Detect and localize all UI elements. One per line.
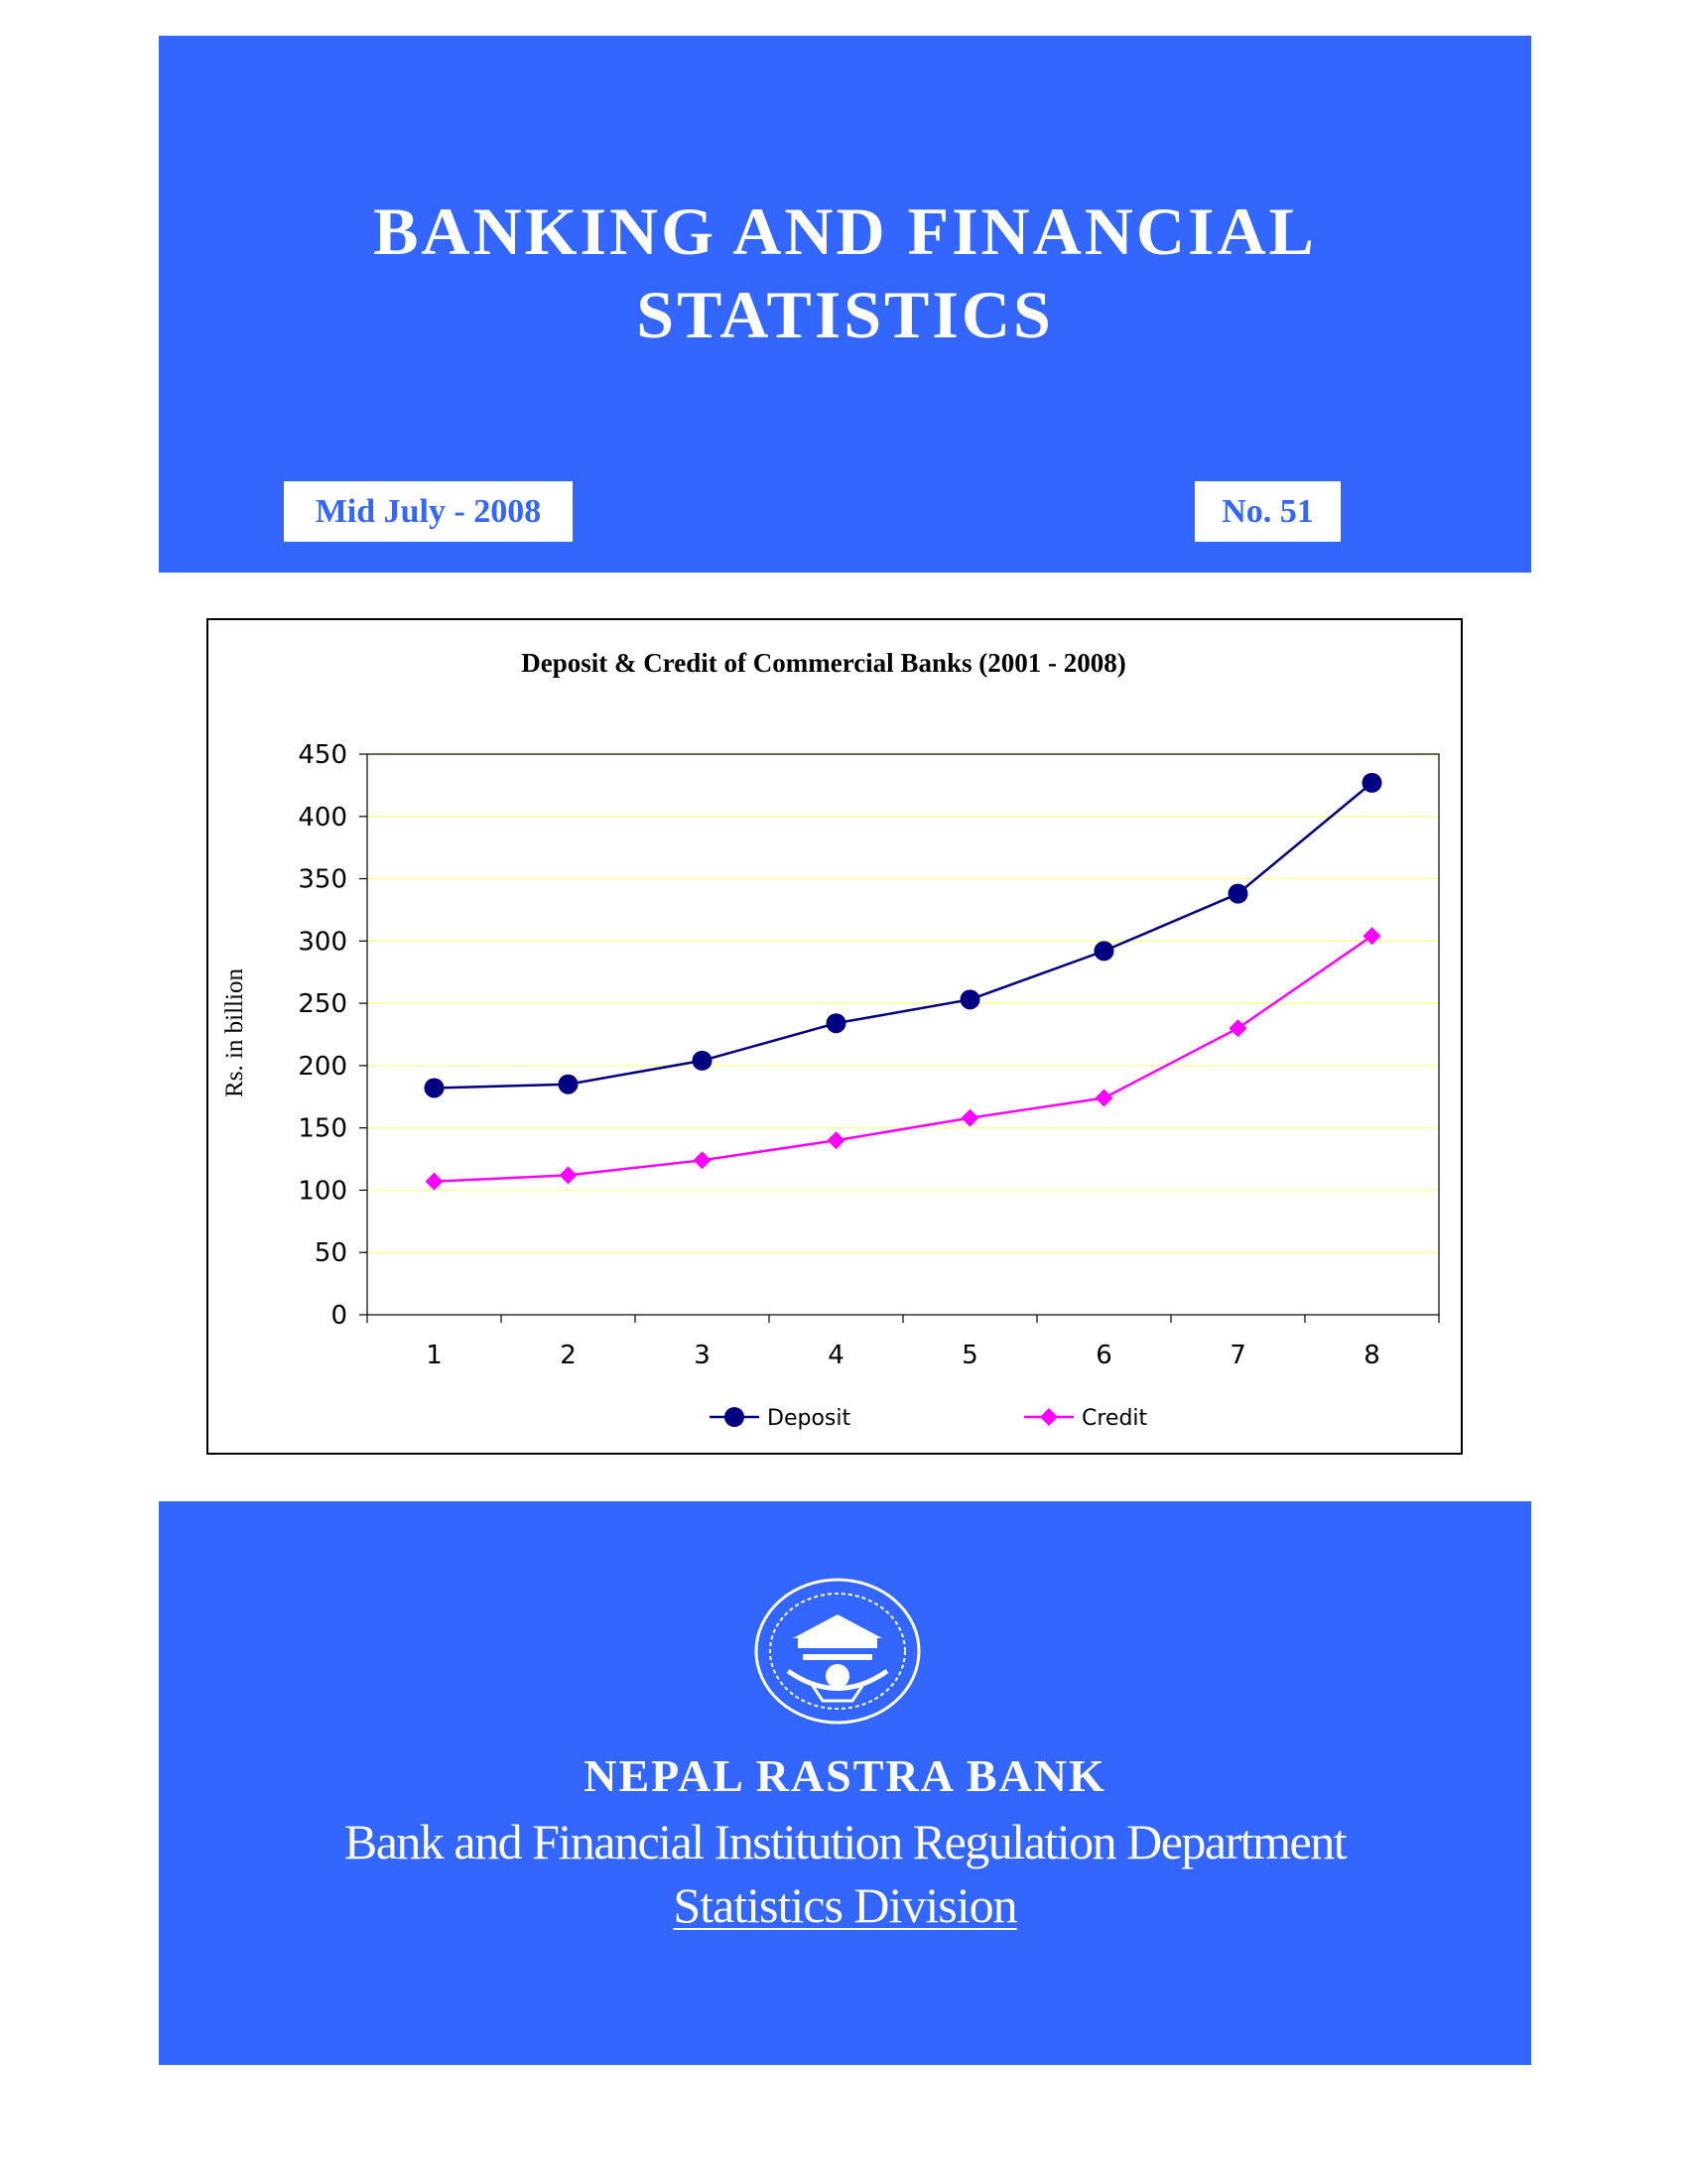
data-point-deposit	[961, 989, 980, 1009]
x-tick-label: 1	[426, 1341, 443, 1370]
nepal-rastra-bank-seal-icon	[753, 1577, 922, 1726]
report-title-line-1: BANKING AND FINANCIAL	[373, 193, 1317, 269]
chart-canvas	[208, 620, 1461, 1453]
y-tick-label: 100	[298, 1176, 347, 1207]
x-tick-label: 6	[1096, 1341, 1112, 1370]
data-point-deposit	[1229, 884, 1248, 904]
chart-tick-labels	[298, 740, 1379, 1370]
y-tick-label: 250	[298, 989, 347, 1020]
data-point-deposit	[827, 1013, 846, 1033]
data-point-credit	[1096, 1090, 1113, 1107]
y-tick-label: 350	[298, 864, 347, 895]
data-point-credit	[1363, 927, 1381, 945]
data-point-deposit	[693, 1051, 713, 1071]
chart-legend	[710, 1406, 1148, 1431]
legend-label: Credit	[1082, 1406, 1148, 1431]
legend-label: Deposit	[767, 1406, 851, 1431]
data-point-deposit	[1363, 773, 1382, 793]
bank-name: NEPAL RASTRA BANK	[584, 1750, 1106, 1801]
data-point-credit	[1230, 1019, 1247, 1037]
x-tick-label: 7	[1230, 1341, 1246, 1370]
series-line-credit	[435, 936, 1372, 1181]
x-tick-label: 3	[694, 1341, 711, 1370]
series-line-deposit	[435, 783, 1372, 1089]
report-title-line-2: STATISTICS	[636, 277, 1054, 352]
x-tick-label: 8	[1363, 1341, 1380, 1370]
data-point-credit	[560, 1166, 578, 1184]
x-tick-label: 4	[828, 1341, 844, 1370]
data-point-credit	[426, 1173, 444, 1191]
legend-marker	[1040, 1408, 1058, 1426]
deposit-credit-chart	[206, 618, 1463, 1455]
plot-area-border	[367, 754, 1439, 1315]
department-name: Bank and Financial Institution Regulation Department	[343, 1814, 1347, 1869]
chart-title: Deposit & Credit of Commercial Banks (2001 - 2008)	[521, 648, 1126, 678]
report-title	[159, 190, 1531, 356]
legend-marker	[724, 1407, 744, 1427]
publisher-panel	[159, 1501, 1531, 2065]
x-tick-label: 5	[962, 1341, 978, 1370]
y-tick-label: 50	[314, 1238, 347, 1269]
data-point-credit	[828, 1131, 845, 1149]
chart-y-axis-label: Rs. in billion	[221, 968, 248, 1097]
data-point-deposit	[425, 1078, 445, 1097]
y-tick-label: 300	[298, 927, 347, 958]
y-tick-label: 200	[298, 1051, 347, 1082]
division-name	[159, 1876, 1531, 1934]
division-name-text: Statistics Division	[673, 1877, 1017, 1933]
data-point-credit	[962, 1109, 979, 1127]
data-point-credit	[694, 1151, 712, 1169]
cover-header-panel	[159, 36, 1531, 573]
data-point-deposit	[1095, 941, 1114, 961]
issue-number-label: No. 51	[1195, 481, 1341, 542]
y-tick-label: 0	[330, 1301, 347, 1331]
y-tick-label: 450	[298, 740, 347, 770]
period-label: Mid July - 2008	[284, 481, 573, 542]
x-tick-label: 2	[560, 1341, 577, 1370]
y-tick-label: 150	[298, 1113, 347, 1144]
data-point-deposit	[559, 1075, 579, 1094]
y-tick-label: 400	[298, 802, 347, 833]
chart-axes	[359, 754, 1439, 1323]
